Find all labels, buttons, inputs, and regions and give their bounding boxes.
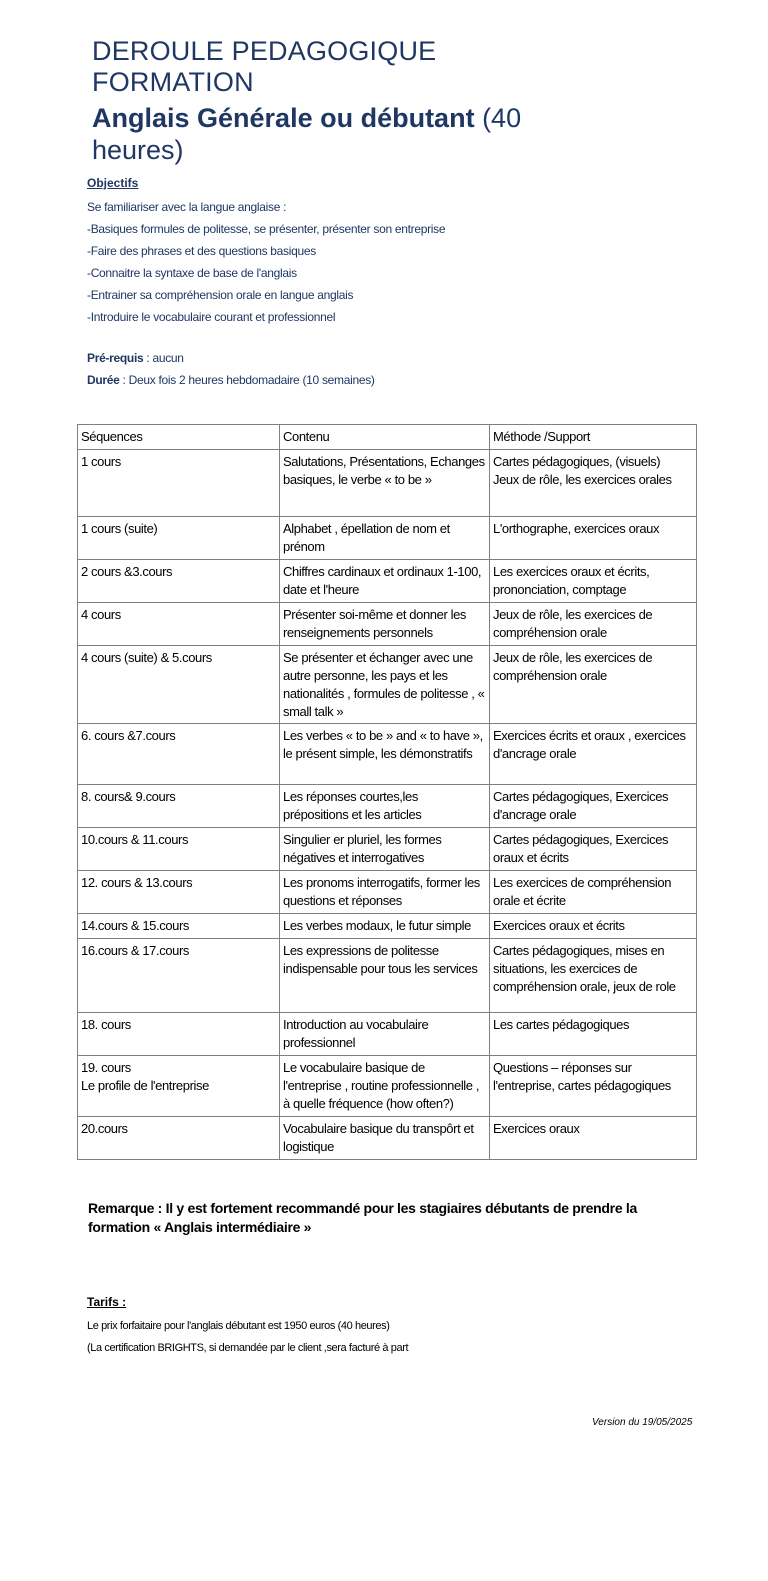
tarif-line: (La certification BRIGHTS, si demandée par le client ,sera facturé à part	[87, 1342, 409, 1354]
table-row	[78, 1013, 697, 1056]
objectives-heading: Objectifs	[87, 176, 139, 190]
method-cell: Jeux de rôle, les exercices de compréhension orale	[490, 646, 697, 724]
duration-line	[87, 369, 375, 391]
version-label: Version du 19/05/2025	[592, 1417, 693, 1428]
sequence-cell: 8. cours& 9.cours	[78, 785, 280, 828]
table-row	[78, 785, 697, 828]
content-cell: Présenter soi-même et donner les renseignements personnels	[280, 603, 490, 646]
course-title	[92, 102, 572, 166]
table-row	[78, 939, 697, 1013]
method-cell: Questions – réponses sur l'entreprise, cartes pédagogiques	[490, 1056, 697, 1117]
table-header-method: Méthode /Support	[490, 425, 697, 450]
sequence-cell: 10.cours & 11.cours	[78, 828, 280, 871]
document-title: DEROULE PEDAGOGIQUE FORMATION	[92, 36, 437, 97]
sequence-cell: 18. cours	[78, 1013, 280, 1056]
sequence-cell: 14.cours & 15.cours	[78, 914, 280, 939]
prerequisites-value: : aucun	[143, 351, 184, 365]
objectives-list	[87, 196, 445, 328]
objectives-section	[87, 174, 445, 328]
sequence-cell: 20.cours	[78, 1117, 280, 1160]
method-cell: Cartes pédagogiques, (visuels) Jeux de rôle, les exercices orales	[490, 450, 697, 517]
method-cell: Les cartes pédagogiques	[490, 1013, 697, 1056]
tarif-line: Le prix forfaitaire pour l'anglais débutant est 1950 euros (40 heures)	[87, 1320, 390, 1332]
table-row	[78, 560, 697, 603]
content-cell: Les verbes « to be » and « to have », le présent simple, les démonstratifs	[280, 724, 490, 785]
content-cell: Les expressions de politesse indispensable pour tous les services	[280, 939, 490, 1013]
table-row	[78, 450, 697, 517]
content-cell: Chiffres cardinaux et ordinaux 1-100, date et l'heure	[280, 560, 490, 603]
method-cell: Cartes pédagogiques, Exercices d'ancrage orale	[490, 785, 697, 828]
sequence-cell: 6. cours &7.cours	[78, 724, 280, 785]
sequence-cell: 1 cours	[78, 450, 280, 517]
tarifs-section	[87, 1293, 408, 1359]
content-cell: Se présenter et échanger avec une autre personne, les pays et les nationalités , formules de politesse , « small talk »	[280, 646, 490, 724]
method-cell: Jeux de rôle, les exercices de compréhension orale	[490, 603, 697, 646]
prerequisites-label: Pré-requis	[87, 351, 144, 365]
table-row	[78, 1056, 697, 1117]
table-header-sequence: Séquences	[78, 425, 280, 450]
duration-value: : Deux fois 2 heures hebdomadaire (10 semaines)	[119, 373, 375, 387]
sequences-table	[77, 424, 697, 1160]
method-cell: Cartes pédagogiques, mises en situations, les exercices de compréhension orale, jeux de role	[490, 939, 697, 1013]
tarifs-heading: Tarifs :	[87, 1295, 127, 1309]
content-cell: Le vocabulaire basique de l'entreprise , routine professionnelle , à quelle fréquence (how often?)	[280, 1056, 490, 1117]
table-row	[78, 603, 697, 646]
content-cell: Singulier er pluriel, les formes négatives et interrogatives	[280, 828, 490, 871]
table-row	[78, 724, 697, 785]
table-row	[78, 871, 697, 914]
method-cell: Exercices oraux	[490, 1117, 697, 1160]
content-cell: Introduction au vocabulaire professionnel	[280, 1013, 490, 1056]
sequence-cell: 1 cours (suite)	[78, 517, 280, 560]
sequence-cell: 19. cours Le profile de l'entreprise	[78, 1056, 280, 1117]
table-row	[78, 828, 697, 871]
course-title-hours: (40 heures)	[92, 103, 522, 165]
objective-line: -Entrainer sa compréhension orale en langue anglais	[87, 288, 354, 302]
content-cell: Les pronoms interrogatifs, former les questions et réponses	[280, 871, 490, 914]
sequence-cell: 4 cours (suite) & 5.cours	[78, 646, 280, 724]
table-row	[78, 914, 697, 939]
content-cell: Vocabulaire basique du transpôrt et logistique	[280, 1117, 490, 1160]
table-row	[78, 517, 697, 560]
method-cell: Les exercices de compréhension orale et écrite	[490, 871, 697, 914]
content-cell: Alphabet , épellation de nom et prénom	[280, 517, 490, 560]
method-cell: Exercices oraux et écrits	[490, 914, 697, 939]
sequence-cell: 4 cours	[78, 603, 280, 646]
table-header-row	[78, 425, 697, 450]
method-cell: Exercices écrits et oraux , exercices d'ancrage orale	[490, 724, 697, 785]
sequence-cell: 12. cours & 13.cours	[78, 871, 280, 914]
table-row	[78, 1117, 697, 1160]
content-cell: Les verbes modaux, le futur simple	[280, 914, 490, 939]
table-row	[78, 646, 697, 724]
content-cell: Salutations, Présentations, Echanges basiques, le verbe « to be »	[280, 450, 490, 517]
sequence-cell: 16.cours & 17.cours	[78, 939, 280, 1013]
method-cell: Les exercices oraux et écrits, prononciation, comptage	[490, 560, 697, 603]
content-cell: Les réponses courtes,les prépositions et les articles	[280, 785, 490, 828]
objective-line: -Faire des phrases et des questions basiques	[87, 244, 316, 258]
method-cell: L'orthographe, exercices oraux	[490, 517, 697, 560]
objective-line: -Basiques formules de politesse, se présenter, présenter son entreprise	[87, 222, 446, 236]
sequence-cell: 2 cours &3.cours	[78, 560, 280, 603]
meta-section	[87, 347, 375, 391]
remark-note: Remarque : Il y est fortement recommandé pour les stagiaires débutants de prendre la formation « Anglais intermédiaire »	[88, 1200, 637, 1235]
objective-line: -Introduire le vocabulaire courant et professionnel	[87, 310, 336, 324]
course-title-bold: Anglais Générale ou débutant	[92, 103, 475, 133]
duration-label: Durée	[87, 373, 120, 387]
objective-line: Se familiariser avec la langue anglaise :	[87, 200, 287, 214]
method-cell: Cartes pédagogiques, Exercices oraux et écrits	[490, 828, 697, 871]
table-header-content: Contenu	[280, 425, 490, 450]
objective-line: -Connaitre la syntaxe de base de l'anglais	[87, 266, 297, 280]
prerequisites-line	[87, 347, 375, 369]
